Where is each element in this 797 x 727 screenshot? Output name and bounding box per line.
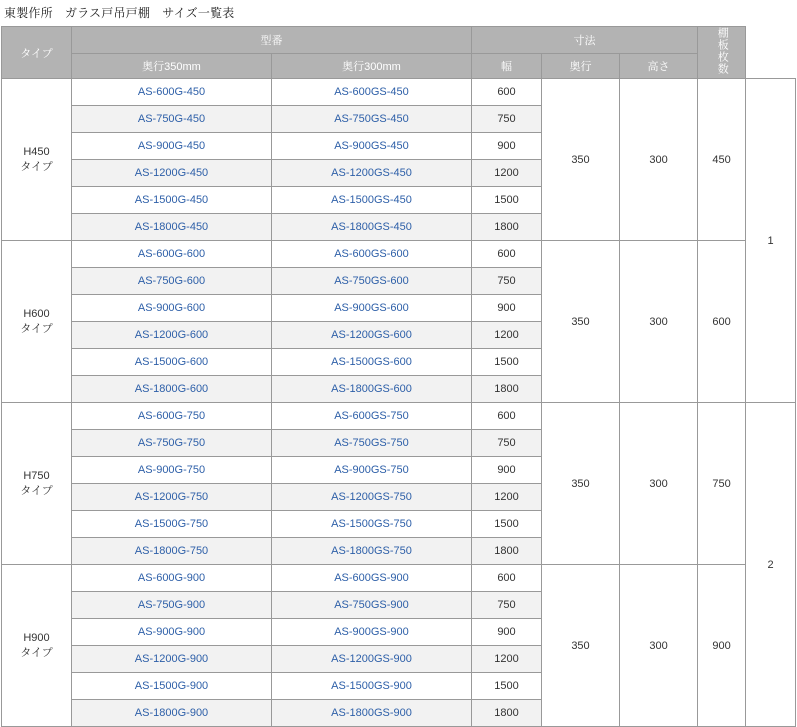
model-depth300-cell: AS-1800GS-600 [272,376,472,403]
header-type: タイプ [2,27,72,79]
type-label-line1: H750 [23,469,50,482]
width-cell: 900 [472,133,542,160]
depth-cell: 350 [542,79,620,241]
model-depth350-cell: AS-600G-600 [72,241,272,268]
table-row [2,79,796,106]
model-depth300-cell: AS-900GS-450 [272,133,472,160]
width-cell: 1500 [472,349,542,376]
model-depth350-cell: AS-900G-750 [72,457,272,484]
type-cell [2,565,72,727]
header-depth: 奥行 [542,54,620,79]
header-dimension-group: 寸法 [472,27,698,54]
header-height: 高さ [620,54,698,79]
shelf-count-cell: 1 [746,79,796,403]
width-cell: 900 [472,619,542,646]
width-cell: 600 [472,79,542,106]
model-depth350-cell: AS-600G-450 [72,79,272,106]
height-cell: 450 [698,79,746,241]
page-title: 東製作所 ガラス戸吊戸棚 サイズ一覧表 [4,6,235,20]
type-label-line1: H900 [23,631,50,644]
model-depth350-cell: AS-1500G-450 [72,187,272,214]
model-depth350-cell: AS-750G-900 [72,592,272,619]
width-cell: 600 [472,241,542,268]
model-depth300-cell: AS-750GS-450 [272,106,472,133]
model-depth300-cell: AS-1500GS-600 [272,349,472,376]
model-depth300-cell: AS-750GS-600 [272,268,472,295]
type-label-line2: タイプ [20,322,53,335]
model-depth350-cell: AS-900G-450 [72,133,272,160]
width-cell: 1500 [472,187,542,214]
type-label-line1: H600 [23,307,50,320]
shelf-count-cell: 2 [746,403,796,727]
model-depth350-cell: AS-750G-600 [72,268,272,295]
model-depth350-cell: AS-600G-750 [72,403,272,430]
width-cell: 1800 [472,376,542,403]
width-cell: 750 [472,430,542,457]
model-depth350-cell: AS-1800G-900 [72,700,272,727]
depth300-value-cell: 300 [620,565,698,727]
width-cell: 750 [472,106,542,133]
model-depth300-cell: AS-1800GS-750 [272,538,472,565]
model-depth300-cell: AS-600GS-450 [272,79,472,106]
table-row [2,403,796,430]
depth-cell: 350 [542,403,620,565]
model-depth300-cell: AS-750GS-750 [272,430,472,457]
model-depth300-cell: AS-1500GS-450 [272,187,472,214]
header-shelf-count [698,27,746,79]
width-cell: 1200 [472,484,542,511]
width-cell: 1500 [472,511,542,538]
width-cell: 1200 [472,160,542,187]
type-cell [2,241,72,403]
model-depth350-cell: AS-900G-600 [72,295,272,322]
width-cell: 1800 [472,538,542,565]
table-row [2,241,796,268]
model-depth350-cell: AS-750G-450 [72,106,272,133]
depth300-value-cell: 300 [620,403,698,565]
model-depth350-cell: AS-1500G-600 [72,349,272,376]
depth-cell: 350 [542,565,620,727]
header-shelf-count-label: 棚板枚数 [716,26,729,75]
width-cell: 1500 [472,673,542,700]
model-depth350-cell: AS-1800G-600 [72,376,272,403]
model-depth300-cell: AS-1500GS-900 [272,673,472,700]
header-depth350: 奥行350mm [72,54,272,79]
model-depth300-cell: AS-1800GS-450 [272,214,472,241]
model-depth300-cell: AS-600GS-900 [272,565,472,592]
model-depth350-cell: AS-1200G-600 [72,322,272,349]
depth300-value-cell: 300 [620,79,698,241]
model-depth350-cell: AS-750G-750 [72,430,272,457]
model-depth300-cell: AS-1200GS-450 [272,160,472,187]
model-depth350-cell: AS-1500G-750 [72,511,272,538]
width-cell: 750 [472,268,542,295]
width-cell: 1800 [472,700,542,727]
model-depth350-cell: AS-1200G-900 [72,646,272,673]
model-depth300-cell: AS-600GS-600 [272,241,472,268]
height-cell: 900 [698,565,746,727]
model-depth300-cell: AS-750GS-900 [272,592,472,619]
model-depth350-cell: AS-1800G-450 [72,214,272,241]
type-label-line1: H450 [23,145,50,158]
table-row [2,565,796,592]
header-depth300: 奥行300mm [272,54,472,79]
model-depth300-cell: AS-1800GS-900 [272,700,472,727]
model-depth350-cell: AS-600G-900 [72,565,272,592]
depth300-value-cell: 300 [620,241,698,403]
model-depth350-cell: AS-1500G-900 [72,673,272,700]
model-depth350-cell: AS-1800G-750 [72,538,272,565]
width-cell: 1800 [472,214,542,241]
model-depth300-cell: AS-1200GS-900 [272,646,472,673]
model-depth300-cell: AS-1200GS-750 [272,484,472,511]
width-cell: 1200 [472,322,542,349]
model-depth300-cell: AS-900GS-600 [272,295,472,322]
table-body [2,79,796,727]
model-depth300-cell: AS-900GS-750 [272,457,472,484]
width-cell: 750 [472,592,542,619]
size-table [1,26,796,727]
width-cell: 900 [472,295,542,322]
model-depth350-cell: AS-1200G-750 [72,484,272,511]
height-cell: 600 [698,241,746,403]
width-cell: 1200 [472,646,542,673]
type-label-line2: タイプ [20,160,53,173]
type-cell [2,79,72,241]
width-cell: 600 [472,565,542,592]
header-width: 幅 [472,54,542,79]
model-depth350-cell: AS-1200G-450 [72,160,272,187]
model-depth300-cell: AS-600GS-750 [272,403,472,430]
model-depth300-cell: AS-900GS-900 [272,619,472,646]
depth-cell: 350 [542,241,620,403]
model-depth300-cell: AS-1200GS-600 [272,322,472,349]
width-cell: 600 [472,403,542,430]
width-cell: 900 [472,457,542,484]
model-depth350-cell: AS-900G-900 [72,619,272,646]
header-model-group: 型番 [72,27,472,54]
height-cell: 750 [698,403,746,565]
type-label-line2: タイプ [20,646,53,659]
type-label-line2: タイプ [20,484,53,497]
model-depth300-cell: AS-1500GS-750 [272,511,472,538]
type-cell [2,403,72,565]
